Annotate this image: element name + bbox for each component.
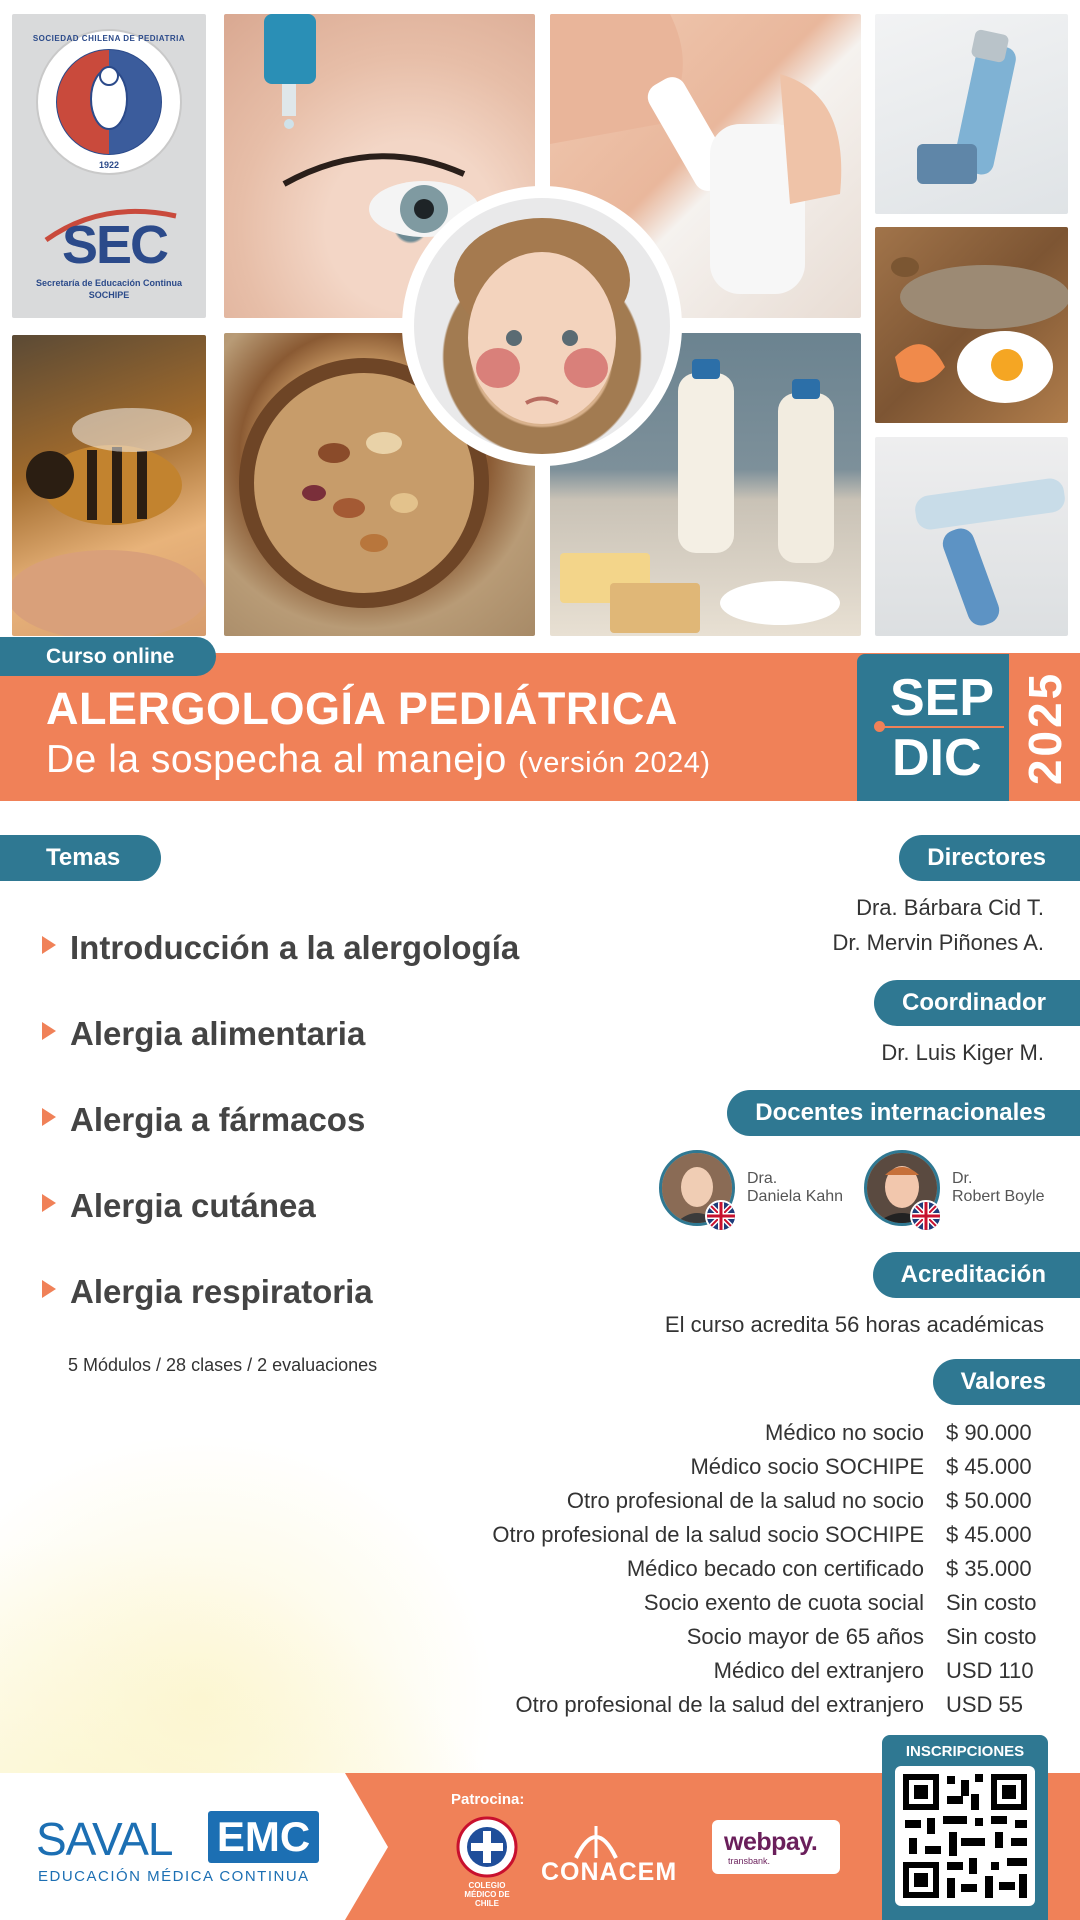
triangle-bullet-icon [42, 1194, 56, 1212]
teacher-card [864, 1150, 1064, 1234]
child-with-rash-photo [414, 198, 670, 454]
emc-logo-badge: EMC [208, 1811, 319, 1863]
coordinator-heading: Coordinador [874, 980, 1080, 1026]
price-value: $ 45.000 [946, 1522, 1032, 1547]
teacher-title: Dr. [952, 1170, 973, 1187]
topic-item [42, 1187, 316, 1225]
price-label: Otro profesional de la salud no socio [566, 1488, 924, 1513]
course-subtitle-text: De la sospecha al manejo [46, 738, 507, 781]
sochipe-logo-tile [12, 14, 206, 318]
sec-caption-line2: SOCHIPE [88, 290, 130, 300]
price-label: Médico socio SOCHIPE [690, 1454, 924, 1479]
course-version: (versión 2024) [518, 747, 711, 779]
teacher-name: Daniela Kahn [747, 1188, 844, 1205]
triangle-bullet-icon [42, 1022, 56, 1040]
prices-heading: Valores [933, 1359, 1080, 1405]
course-year-text: 2025 [1018, 670, 1071, 785]
webpay-logo-text: webpay. [724, 1828, 818, 1856]
triangle-bullet-icon [42, 936, 56, 954]
conacem-emblem-icon [566, 1820, 626, 1860]
international-teachers-heading: Docentes internacionales [727, 1090, 1080, 1136]
topic-label: Introducción a la alergología [70, 929, 520, 966]
price-value: $ 45.000 [946, 1454, 1032, 1479]
topic-item [42, 929, 519, 967]
price-label: Socio exento de cuota social [643, 1590, 924, 1615]
price-value: USD 55 [946, 1692, 1024, 1717]
conacem-logo-text: CONACEM [541, 1858, 678, 1886]
course-subtitle [46, 738, 711, 782]
teacher-title: Dra. [747, 1170, 778, 1187]
price-value: $ 50.000 [946, 1488, 1032, 1513]
price-label: Otro profesional de la salud del extranjero [515, 1692, 924, 1717]
topic-item [42, 1101, 365, 1139]
society-year: 1922 [98, 160, 120, 170]
course-title: ALERGOLOGÍA PEDIÁTRICA [46, 683, 678, 734]
transbank-text: transbank. [728, 1856, 771, 1866]
price-label: Médico becado con certificado [626, 1556, 924, 1581]
course-structure: 5 Módulos / 28 clases / 2 evaluaciones [68, 1355, 378, 1375]
directors-heading: Directores [899, 835, 1080, 881]
society-ring-text: SOCIEDAD CHILENA DE PEDIATRIA [32, 34, 186, 43]
price-label: Médico del extranjero [713, 1658, 924, 1683]
course-type-badge: Curso online [0, 637, 216, 676]
qr-code-icon [895, 1766, 1035, 1906]
topic-item [42, 1273, 373, 1311]
month-start: SEP [890, 669, 995, 727]
sec-letters: SEC [62, 215, 168, 275]
accreditation-heading: Acreditación [873, 1252, 1080, 1298]
date-divider-dot [874, 721, 885, 732]
price-label: Médico no socio [765, 1420, 924, 1445]
fish-egg-shrimp-photo [875, 227, 1068, 423]
course-year [1009, 654, 1080, 801]
uk-flag-icon [705, 1200, 737, 1232]
colegio-medico-caption: COLEGIO MÉDICO DE CHILE [464, 1881, 510, 1908]
bee-photo [12, 335, 206, 636]
price-value: $ 35.000 [946, 1556, 1032, 1581]
coordinator-name: Dr. Luis Kiger M. [881, 1040, 1044, 1065]
topic-item [42, 1015, 365, 1053]
teacher-card [659, 1150, 859, 1234]
topics-heading: Temas [0, 835, 161, 881]
registration-label: INSCRIPCIONES [905, 1743, 1025, 1760]
sponsor-label: Patrocina: [451, 1791, 525, 1808]
price-label: Otro profesional de la salud socio SOCHIPE [492, 1522, 924, 1547]
uk-flag-icon [910, 1200, 942, 1232]
director-name: Dr. Mervin Piñones A. [832, 930, 1044, 955]
colegio-medico-seal-icon [456, 1816, 518, 1878]
registration-qr-code[interactable] [895, 1766, 1035, 1906]
topic-label: Alergia cutánea [70, 1187, 316, 1224]
price-value: USD 110 [946, 1658, 1034, 1683]
auto-injector-pen-photo [875, 437, 1068, 636]
month-end: DIC [892, 729, 982, 787]
topic-label: Alergia a fármacos [70, 1101, 366, 1138]
inhaler-photo [875, 14, 1068, 214]
brand-tagline: EDUCACIÓN MÉDICA CONTINUA [38, 1868, 310, 1885]
triangle-bullet-icon [42, 1280, 56, 1298]
price-label: Socio mayor de 65 años [686, 1624, 924, 1649]
price-value: Sin costo [946, 1590, 1037, 1615]
topic-label: Alergia alimentaria [70, 1015, 366, 1052]
saval-logo-text: SAVAL [36, 1813, 173, 1865]
price-value: $ 90.000 [946, 1420, 1032, 1445]
sec-caption-line1: Secretaría de Educación Continua [35, 278, 183, 288]
topic-label: Alergia respiratoria [70, 1273, 373, 1310]
triangle-bullet-icon [42, 1108, 56, 1126]
accreditation-text: El curso acredita 56 horas académicas [664, 1312, 1044, 1337]
teacher-name: Robert Boyle [952, 1188, 1045, 1205]
price-value: Sin costo [946, 1624, 1037, 1649]
director-name: Dra. Bárbara Cid T. [856, 895, 1044, 920]
